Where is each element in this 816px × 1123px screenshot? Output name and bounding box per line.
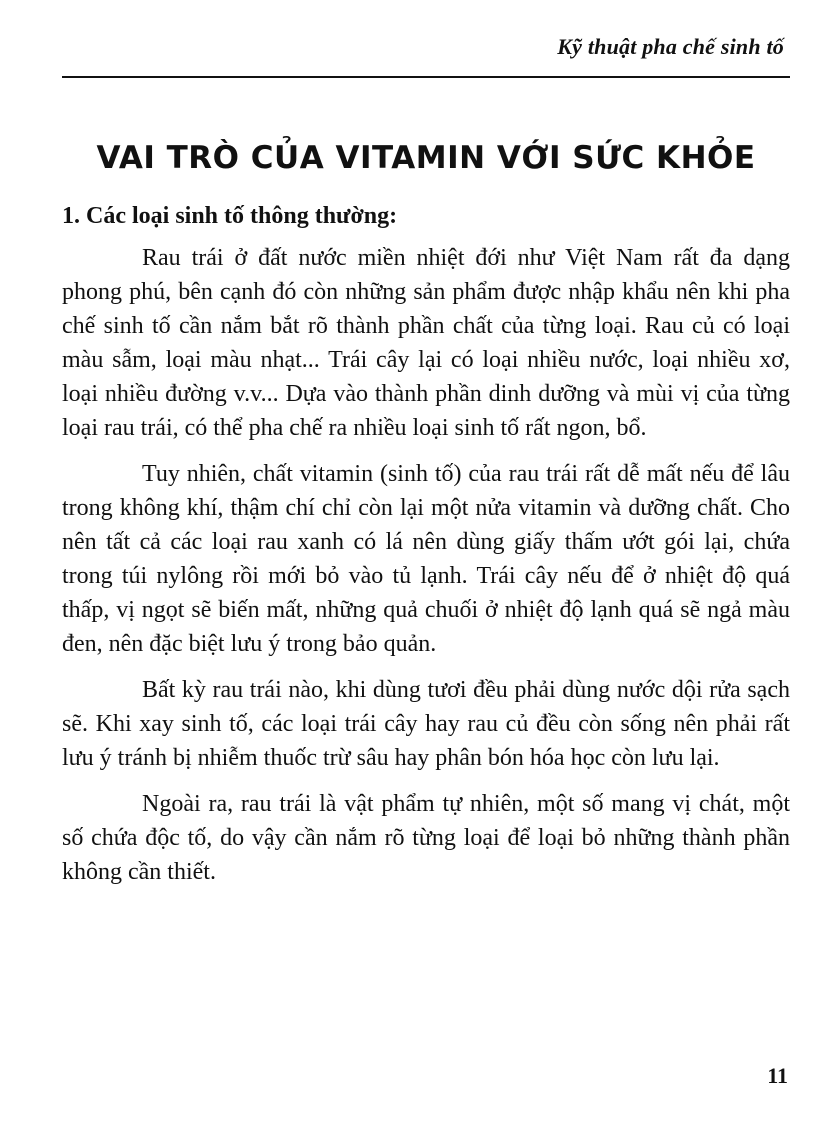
paragraph: Bất kỳ rau trái nào, khi dùng tươi đều phải dùng nước dội rửa sạch sẽ. Khi xay sinh tố, các loại trái cây hay rau củ đều còn sống nên phải rất lưu ý tránh bị nhiễm thuốc trừ sâu hay phân bón hóa học còn lưu lại. bbox=[62, 677, 790, 771]
body-text bbox=[62, 241, 790, 901]
paragraph: Rau trái ở đất nước miền nhiệt đới như Việt Nam rất đa dạng phong phú, bên cạnh đó còn những sản phẩm được nhập khẩu nên khi pha chế sinh tố cần nắm bắt rõ thành phần chất của từng loại. Rau củ có loại màu sẫm, loại màu nhạt... Trái cây lại có loại nhiều nước, loại nhiều xơ, loại nhiều đường v.v... Dựa vào thành phần dinh dưỡng và mùi vị của từng loại rau trái, có thể pha chế ra nhiều loại sinh tố rất ngon, bổ. bbox=[62, 245, 790, 441]
running-header: Kỹ thuật pha chế sinh tố bbox=[557, 34, 784, 59]
header-rule bbox=[62, 76, 790, 78]
paragraph: Ngoài ra, rau trái là vật phẩm tự nhiên, một số mang vị chát, một số chứa độc tố, do vậy cần nắm rõ từng loại để loại bỏ những thành phần không cần thiết. bbox=[62, 791, 790, 885]
chapter-title: VAI TRÒ CỦA VITAMIN VỚI SỨC KHỎE bbox=[96, 140, 756, 176]
section-heading: 1. Các loại sinh tố thông thường: bbox=[62, 203, 398, 229]
paragraph: Tuy nhiên, chất vitamin (sinh tố) của rau trái rất dễ mất nếu để lâu trong không khí, thậm chí chỉ còn lại một nửa vitamin và dưỡng chất. Cho nên tất cả các loại rau xanh có lá nên dùng giấy thấm ướt gói lại, chứa trong túi nylông rồi mới bỏ vào tủ lạnh. Trái cây nếu để ở nhiệt độ quá thấp, vị ngọt sẽ biến mất, những quả chuối ở nhiệt độ lạnh quá sẽ ngả màu đen, nên đặc biệt lưu ý trong bảo quản. bbox=[62, 461, 790, 657]
page-number: 11 bbox=[767, 1063, 788, 1088]
